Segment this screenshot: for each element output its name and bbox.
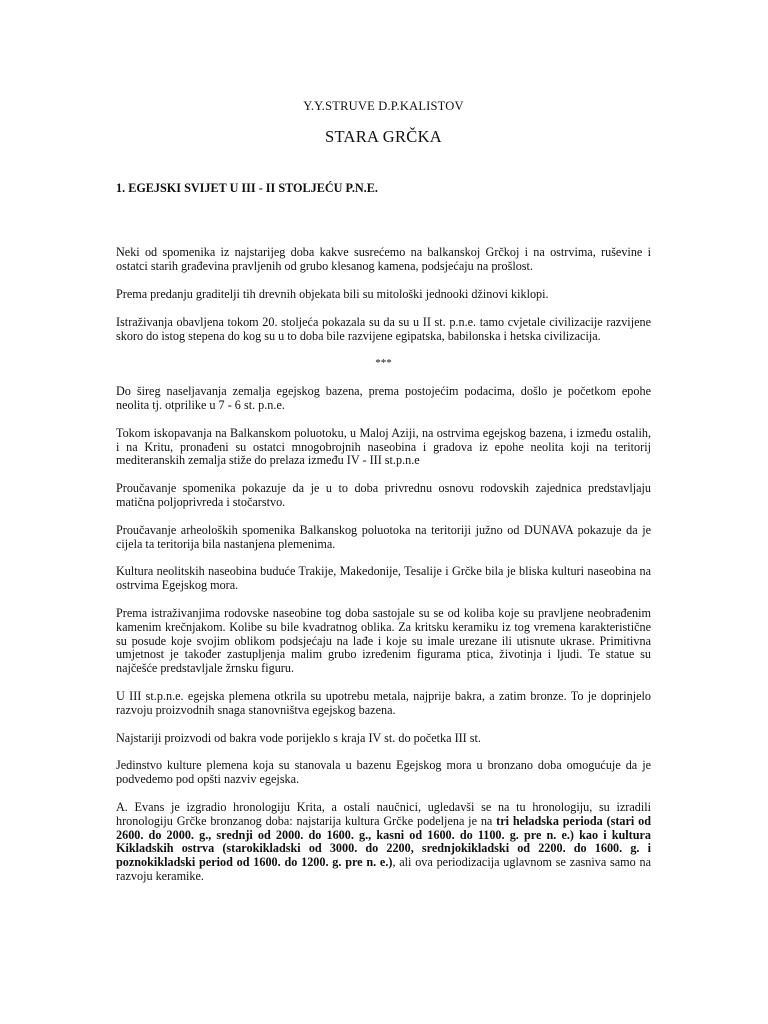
- paragraph-text: A. Evans je izgradio hronologiju Krita, a ostali naučnici, ugledavši se na tu hronologiju, su izradili hronologiju Grčke bronzanog doba: najstarija kultura Grčke podeljena je na: [116, 799, 651, 828]
- paragraph: U III st.p.n.e. egejska plemena otkrila su upotrebu metala, najprije bakra, a zatim bronze. To je doprinjelo razvoju proizvodnih snaga stanovništva egejskog bazena.: [116, 688, 651, 717]
- document-title: STARA GRČKA: [324, 126, 443, 146]
- paragraph: Kultura neolitskih naseobina buduće Trakije, Makedonije, Tesalije i Grčke bila je bliska kulturi naseobina na ostrvima Egejskog mora.: [116, 564, 651, 593]
- paragraph: Tokom iskopavanja na Balkanskom poluotoku, u Maloj Aziji, na ostrvima egejskog bazena, i između ostalih, i na Kritu, pronađeni su ostatci mnogobrojnih naseobina i gradova iz epohe neolita koji na teritorij mediteranskih zemalja stiže do prelaza između IV - III st.p.n.e: [116, 425, 651, 468]
- paragraph: Prema istraživanjima rodovske naseobine tog doba sastojale su se od koliba koje su pravljene neobrađenim kamenim krečnjakom. Kolibe su bile kvadratnog oblika. Za kritsku keramiku iz tog vremena karakteristične su posude koje svojim oblikom podsjećaju na lađe i koje su imale urezane ili utisnute ukrase. Primitivna umjetnost je također zastupljenja malim grubo izrеđenim figurama ptica, životinja i ljudi. Te statue su najčešće predstavljale žrnsku figuru.: [116, 605, 651, 676]
- paragraph: Neki od spomenika iz najstarijeg doba kakve susrećemo na balkanskoj Grčkoj i na ostrvima, ruševine i ostatci starih građevina pravljenih od grubo klesanog kamena, podsjećaju na prošlost.: [116, 245, 651, 274]
- paragraph-bold-text: kao i kultura Kikladskih ostrva (starokikladski od 3000. do 2200, srednjokikladski od 2200. do 1600. g. i poznokikladski period od 1600. do 1200. g. pre n. e.): [116, 827, 652, 870]
- paragraph: Najstariji proizvodi od bakra vode porijeklo s kraja IV st. do početka III st.: [116, 730, 481, 745]
- paragraph: Prema predanju graditelji tih drevnih objekata bili su mitološki jednooki džinovi kiklopi.: [116, 286, 549, 301]
- paragraph: Istraživanja obavljena tokom 20. stoljeća pokazala su da su u II st. p.n.e. tamo cvjetale civilizacije razvijene skoro do istog stepena do kog su u to doba bile razvijene egipatska, babilonska i hetska civilizacija.: [116, 314, 651, 343]
- section-separator: ***: [375, 357, 392, 370]
- paragraph-text: , ali ova periodizacija uglavnom se zasniva samo na razvoju keramike.: [116, 855, 651, 883]
- document-page: [116, 100, 651, 898]
- paragraph: Proučavanje spomenika pokazuje da je u to doba privrednu osnovu rodovskih zajednica predstavljaju matična poljoprivreda i stočarstvo.: [116, 481, 651, 509]
- paragraph: Do šireg naseljavanja zemalja egejskog bazena, prema postojećim podacima, došlo je početkom epohe neolita tj. otprilike u 7 - 6 st. p.n.e.: [116, 384, 651, 412]
- chronology-paragraph: [116, 801, 651, 884]
- paragraph: Jedinstvo kulture plemena koja su stanovala u bazenu Egejskog mora u bronzano doba omogućuje da je podvedemo pod opšti nazviv egejska.: [116, 758, 651, 787]
- authors-line: Y.Y.STRUVE D.P.KALISTOV: [303, 99, 464, 113]
- paragraph: Proučavanje arheoloških spomenika Balkanskog poluotoka na teritoriji južno od DUNAVA pokazuje da je cijela ta teritorija bila nastanjena plemenima.: [116, 522, 651, 551]
- section-heading: 1. EGEJSKI SVIJET U III - II STOLJEĆU P.N.E.: [116, 180, 378, 195]
- paragraph-bold-text: tri heladska perioda (stari od 2600. do 2000. g., srednji od 2000. do 1600. g., kasni od 1600. do 1100. g. pre n. e.): [116, 813, 651, 842]
